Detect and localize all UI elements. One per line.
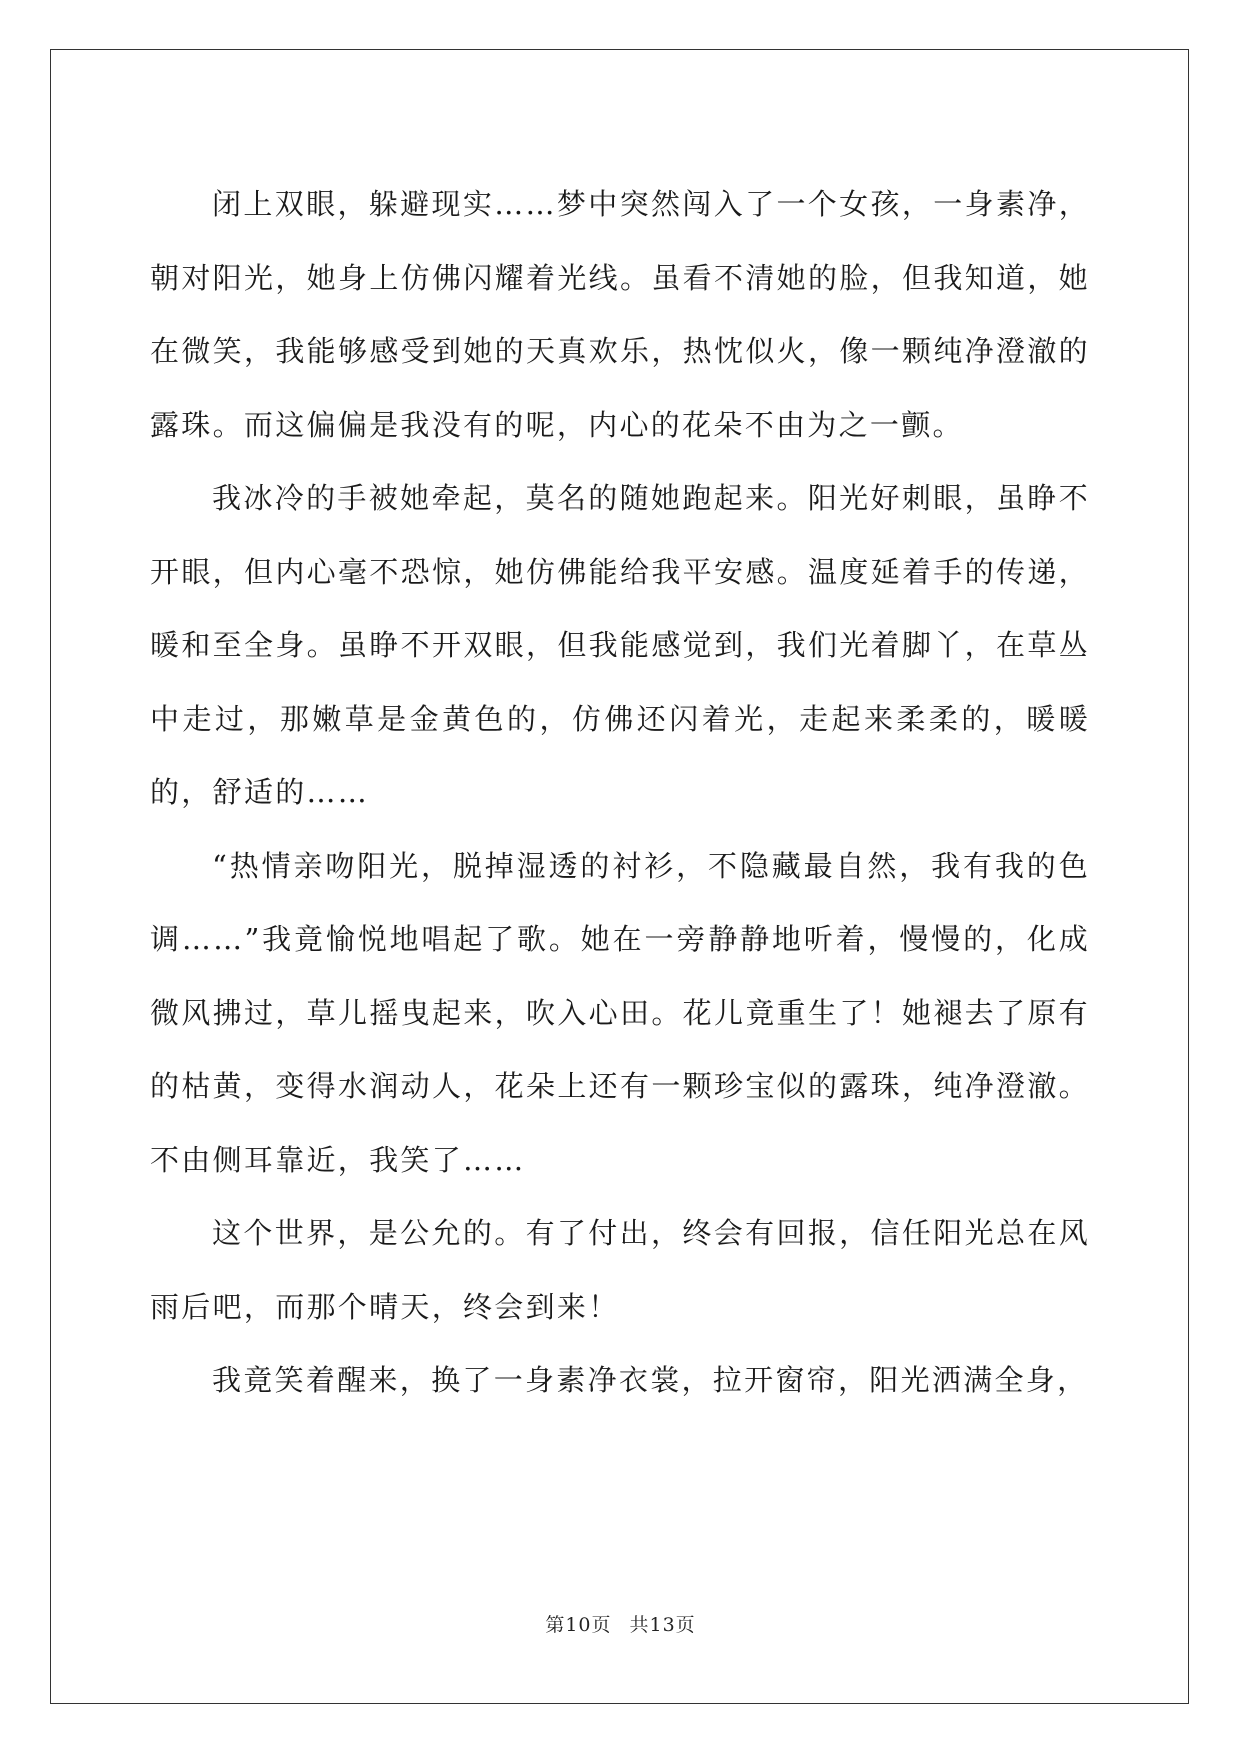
paragraph-2: 我冰冷的手被她牵起，莫名的随她跑起来。阳光好刺眼，虽睁不开眼，但内心毫不恐惊，她仿佛能给我平安感。温度延着手的传递，暖和至全身。虽睁不开双眼，但我能感觉到，我们光着脚丫，在草丛中走过，那嫩草是金黄色的，仿佛还闪着光，走起来柔柔的，暖暖的，舒适的…… bbox=[150, 481, 1090, 809]
page-number: 第10页 bbox=[545, 1614, 612, 1636]
paragraph-3: “热情亲吻阳光，脱掉湿透的衬衫，不隐藏最自然，我有我的色调……”我竟愉悦地唱起了歌。她在一旁静静地听着，慢慢的，化成微风拂过，草儿摇曳起来，吹入心田。花儿竟重生了！她褪去了原有的枯黄，变得水润动人，花朵上还有一颗珍宝似的露珠，纯净澄澈。不由侧耳靠近，我笑了…… bbox=[150, 848, 1090, 1177]
page-footer bbox=[0, 1610, 1241, 1637]
paragraph-5: 我竟笑着醒来，换了一身素净衣裳，拉开窗帘，阳光洒满全身， bbox=[212, 1363, 1089, 1397]
paragraph-4: 这个世界，是公允的。有了付出，终会有回报，信任阳光总在风雨后吧，而那个晴天，终会到来！ bbox=[150, 1216, 1090, 1324]
document-body bbox=[150, 168, 1090, 1418]
page-total: 共13页 bbox=[629, 1614, 696, 1636]
paragraph-1: 闭上双眼，躲避现实……梦中突然闯入了一个女孩，一身素净，朝对阳光，她身上仿佛闪耀着光线。虽看不清她的脸，但我知道，她在微笑，我能够感受到她的天真欢乐，热忱似火，像一颗纯净澄澈的露珠。而这偏偏是我没有的呢，内心的花朵不由为之一颤。 bbox=[150, 187, 1090, 442]
